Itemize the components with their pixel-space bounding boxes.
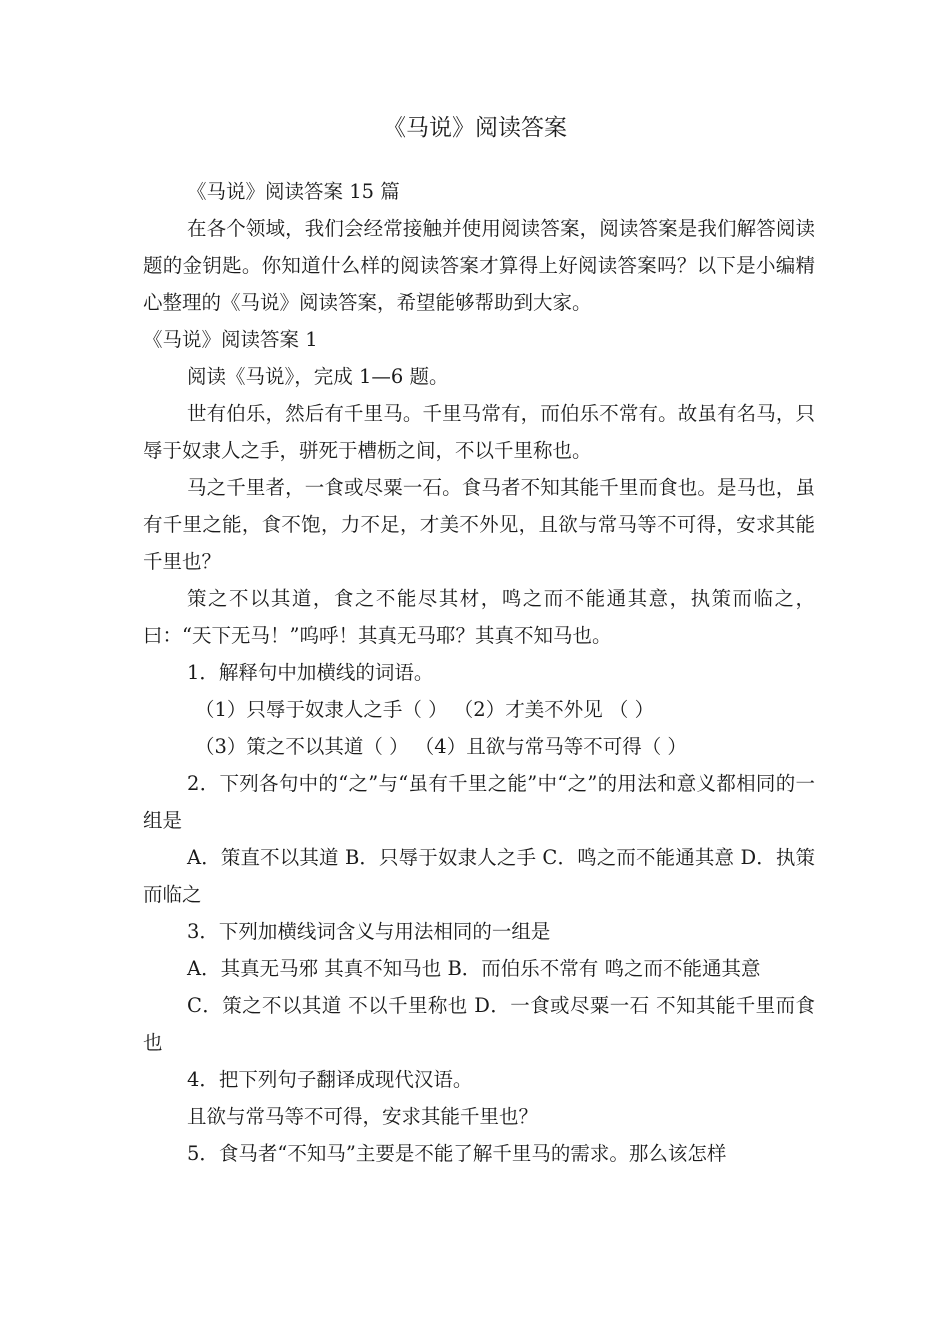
document-body: [143, 173, 815, 1172]
question-1-items: （1）只辱于奴隶人之手（ ） （2）才美不外见 （ ）: [195, 698, 655, 721]
question-2: 2．下列各句中的“之”与“虽有千里之能”中“之”的用法和意义都相同的一组是: [143, 772, 815, 832]
question-3-options: C．策之不以其道 不以千里称也 D．一食或尽粟一石 不知其能千里而食也: [143, 994, 815, 1054]
classical-text-paragraph: 马之千里者，一食或尽粟一石。食马者不知其能千里而食也。是马也，虽有千里之能，食不饱，力不足，才美不外见，且欲与常马等不可得，安求其能千里也？: [143, 476, 815, 573]
question-2-options: A．策直不以其道 B．只辱于奴隶人之手 C．鸣之而不能通其意 D．执策而临之: [143, 846, 815, 906]
section-heading: 《马说》阅读答案 1: [143, 328, 318, 351]
question-1: 1．解释句中加横线的词语。: [187, 661, 434, 684]
question-3: 3．下列加横线词含义与用法相同的一组是: [187, 920, 551, 943]
classical-text-paragraph: 世有伯乐，然后有千里马。千里马常有，而伯乐不常有。故虽有名马，只辱于奴隶人之手，骈死于槽枥之间，不以千里称也。: [143, 402, 815, 462]
question-1-items: （3）策之不以其道（ ） （4）且欲与常马等不可得（ ）: [195, 735, 687, 758]
document-title: 《马说》阅读答案: [383, 115, 567, 141]
question-5: 5．食马者“不知马”主要是不能了解千里马的需求。那么该怎样: [187, 1142, 727, 1165]
subtitle-paragraph: 《马说》阅读答案 15 篇: [187, 180, 400, 203]
question-3-options: A．其真无马邪 其真不知马也 B．而伯乐不常有 鸣之而不能通其意: [187, 957, 761, 980]
question-4-sentence: 且欲与常马等不可得，安求其能千里也？: [187, 1105, 539, 1128]
classical-text-paragraph: 策之不以其道，食之不能尽其材，鸣之而不能通其意，执策而临之，曰：“天下无马！”呜呼！其真无马耶？其真不知马也。: [143, 587, 815, 647]
question-4: 4．把下列句子翻译成现代汉语。: [187, 1068, 473, 1091]
task-paragraph: 阅读《马说》，完成 1—6 题。: [187, 365, 449, 388]
intro-paragraph: 在各个领域，我们会经常接触并使用阅读答案，阅读答案是我们解答阅读题的金钥匙。你知道什么样的阅读答案才算得上好阅读答案吗？以下是小编精心整理的《马说》阅读答案，希望能够帮助到大家。: [143, 217, 815, 314]
